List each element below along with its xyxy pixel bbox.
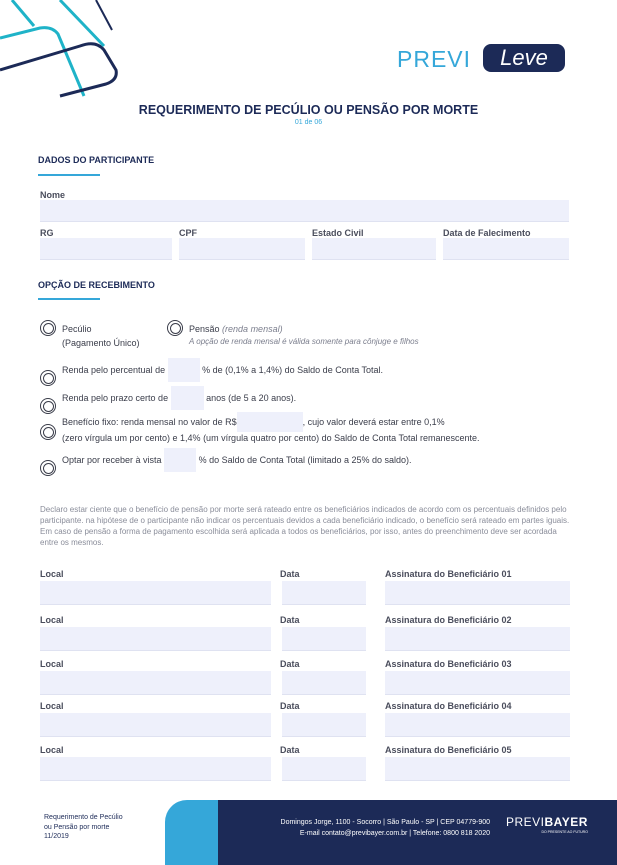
sig-assinatura-field[interactable] [385,757,570,781]
prazo-option [62,386,296,410]
sig-local-field[interactable] [40,581,271,605]
page-counter: 01 de 06 [294,119,323,126]
sig-data-label: Data [280,615,300,625]
sig-local-field[interactable] [40,627,271,651]
sig-assinatura-field[interactable] [385,671,570,695]
fixo-input[interactable] [237,412,303,432]
declaration-text: Declaro estar ciente que o benefício de pensão por morte será rateado entre os beneficiários indicados de acordo com os percentuais definidos pelo participante. na hipótese de o participante não indicar os percentuais devidos a cada beneficiário indicado, o benefício será rateado em partes iguais. Em caso de pensão a forma de pagamento escolhida será aplicada a todos os beneficiários, por isso, antes do preenchimento deve ser acordada entre os mesmos. [40,505,570,547]
pensao-note: A opção de renda mensal é válida somente para cônjuge e filhos [189,337,419,346]
fixo-text-b: , cujo valor deverá estar entre 0,1% [302,417,445,427]
fixo-radio[interactable] [40,424,56,440]
peculio-label: Pecúlio [62,324,92,334]
sig-local-label: Local [40,659,64,669]
sig-data-field[interactable] [282,713,366,737]
logo-leve: Leve [483,44,565,72]
peculio-radio[interactable] [40,320,56,336]
percentual-option [62,358,383,382]
sig-assinatura-label: Assinatura do Beneficiário 05 [385,745,512,755]
percentual-radio[interactable] [40,370,56,386]
percentual-text-b: % de (0,1% a 1,4%) do Saldo de Conta Total. [202,365,384,375]
footer-doc-info [44,813,123,842]
sig-assinatura-field[interactable] [385,581,570,605]
vista-radio[interactable] [40,460,56,476]
percentual-input[interactable] [168,358,200,382]
percentual-text-a: Renda pelo percentual de [62,365,166,375]
estado-civil-field[interactable] [312,238,436,260]
vista-text-a: Optar por receber à vista [62,455,162,465]
prazo-radio[interactable] [40,398,56,414]
sig-assinatura-field[interactable] [385,627,570,651]
nome-label: Nome [40,190,66,200]
sig-data-label: Data [280,701,300,711]
footer-address: Domingos Jorge, 1100 - Socorro | São Paulo - SP | CEP 04779-900 [280,819,490,826]
vista-text-b: % do Saldo de Conta Total (limitado a 25% do saldo). [198,455,412,465]
data-falecimento-field[interactable] [443,238,569,260]
sig-assinatura-label: Assinatura do Beneficiário 04 [385,701,512,711]
previbayer-logo-bayer: BAYER [544,815,588,829]
logo-previ: PREVI [397,46,472,72]
cpf-label: CPF [179,228,197,238]
section-underline [38,174,100,176]
estado-civil-label: Estado Civil [312,228,364,238]
sig-data-label: Data [280,745,300,755]
sig-assinatura-label: Assinatura do Beneficiário 02 [385,615,512,625]
fixo-text-a: Benefício fixo: renda mensal no valor de R$ [62,417,237,427]
fixo-text-line2: (zero vírgula um por cento) e 1,4% (um vírgula quatro por cento) do Saldo de Conta Total remanescente. [62,433,480,443]
rg-field[interactable] [40,238,172,260]
sig-data-label: Data [280,569,300,579]
peculio-option [62,323,140,349]
nome-field[interactable] [40,200,569,222]
sig-local-field[interactable] [40,757,271,781]
page-title: REQUERIMENTO DE PECÚLIO OU PENSÃO POR MORTE [138,103,479,117]
data-falecimento-label: Data de Falecimento [443,228,531,238]
previbayer-tagline: DO PRESENTE AO FUTURO [541,830,588,834]
prazo-input[interactable] [171,386,204,410]
sig-local-field[interactable] [40,713,271,737]
footer-doc-line3: 11/2019 [44,833,69,840]
cpf-field[interactable] [179,238,305,260]
pensao-suffix: (renda mensal) [222,324,283,334]
sig-data-label: Data [280,659,300,669]
footer-doc-line2: ou Pensão por morte [44,823,110,831]
sig-assinatura-field[interactable] [385,713,570,737]
fixo-option [62,412,480,444]
footer-doc-line1: Requerimento de Pecúlio [44,814,123,821]
rg-label: RG [40,228,54,238]
sig-assinatura-label: Assinatura do Beneficiário 03 [385,659,512,669]
sig-data-field[interactable] [282,627,366,651]
peculio-sublabel: (Pagamento Único) [62,338,140,348]
vista-input[interactable] [164,448,196,472]
vista-option [62,448,412,472]
sig-local-field[interactable] [40,671,271,695]
sig-data-field[interactable] [282,757,366,781]
pensao-label: Pensão [189,324,220,334]
sig-data-field[interactable] [282,581,366,605]
prazo-text-b: anos (de 5 a 20 anos). [206,393,297,403]
footer-email-phone: E-mail contato@previbayer.com.br | Telefone: 0800 818 2020 [299,830,490,837]
sig-assinatura-label: Assinatura do Beneficiário 01 [385,569,512,579]
pensao-radio[interactable] [167,320,183,336]
sig-local-label: Local [40,745,64,755]
pensao-option [189,323,419,348]
prazo-text-a: Renda pelo prazo certo de [62,393,169,403]
corner-decoration [0,0,140,110]
sig-data-field[interactable] [282,671,366,695]
sig-local-label: Local [40,569,64,579]
section-underline [38,298,100,300]
section-title-participante: DADOS DO PARTICIPANTE [38,155,155,165]
section-title-opcao: OPÇÃO DE RECEBIMENTO [38,280,155,290]
sig-local-label: Local [40,615,64,625]
previbayer-logo [506,815,588,834]
footer-contact [236,817,490,839]
previbayer-logo-previ: PREVI [506,815,545,829]
sig-local-label: Local [40,701,64,711]
